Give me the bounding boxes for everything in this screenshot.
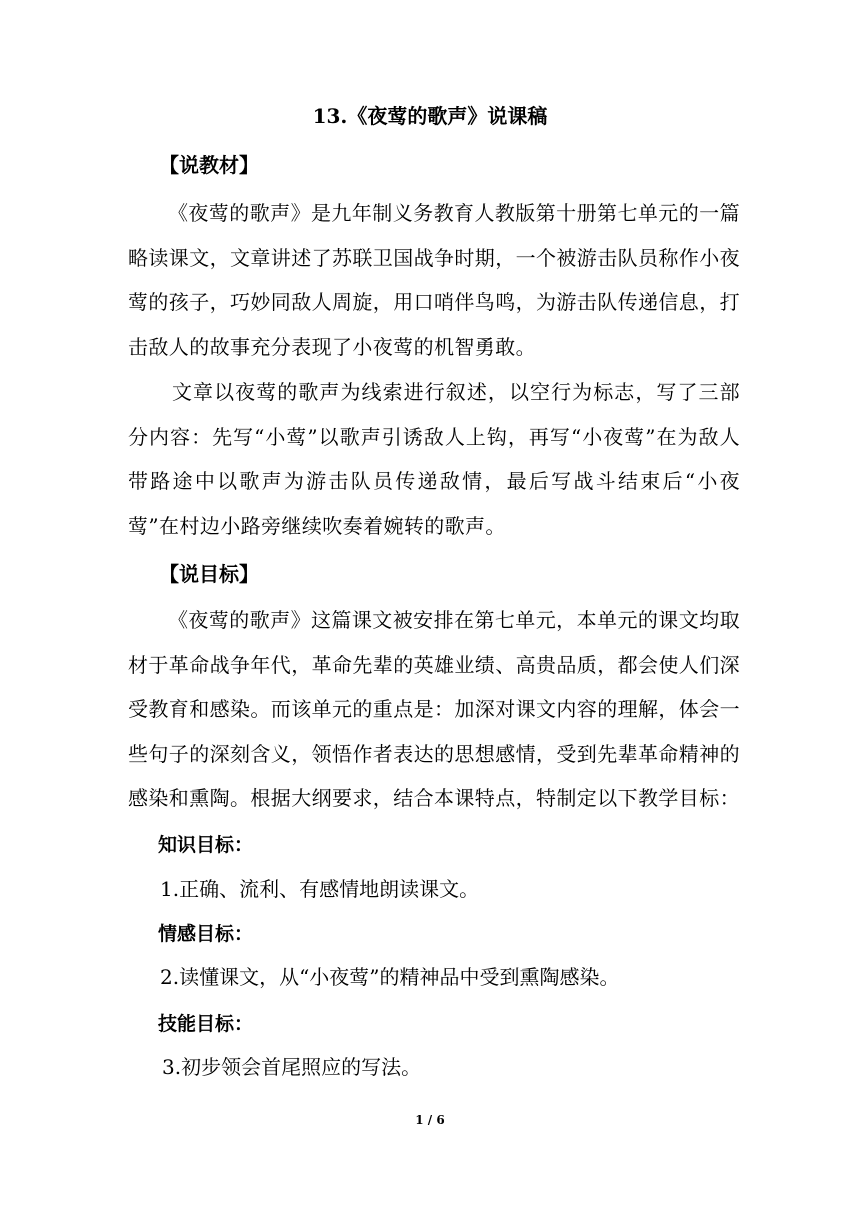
material-paragraph-1: 《夜莺的歌声》是九年制义务教育人教版第十册第七单元的一篇略读课文，文章讲述了苏联卫国战争时期，一个被游击队员称作小夜莺的孩子，巧妙同敌人周旋，用口哨伴鸟鸣，为游击队传递信息，打击敌人的故事充分表现了小夜莺的机智勇敢。 [128, 201, 740, 359]
page-number: 1 / 6 [415, 1113, 445, 1127]
document-title: 13.《夜莺的歌声》说课稿 [312, 104, 548, 128]
emotion-goal-label: 情感目标： [158, 923, 254, 945]
section-heading-goals: 【说目标】 [159, 562, 259, 586]
knowledge-goal-item: 1.正确、流利、有感情地朗读课文。 [160, 877, 480, 901]
skill-goal-label: 技能目标： [158, 1013, 254, 1035]
goals-paragraph: 《夜莺的歌声》这篇课文被安排在第七单元，本单元的课文均取材于革命战争年代，革命先辈的英雄业绩、高贵品质，都会使人们深受教育和感染。而该单元的重点是：加深对课文内容的理解，体会一些句子的深刻含义，领悟作者表达的思想感情，受到先辈革命精神的感染和熏陶。根据大纲要求，结合本课特点，特制定以下教学目标： [128, 608, 740, 810]
knowledge-goal-label: 知识目标： [158, 834, 254, 856]
material-paragraph-2: 文章以夜莺的歌声为线索进行叙述，以空行为标志，写了三部分内容：先写“小莺”以歌声引诱敌人上钩，再写“小夜莺”在为敌人带路途中以歌声为游击队员传递敌情，最后写战斗结束后“小夜莺”在村边小路旁继续吹奏着婉转的歌声。 [128, 380, 740, 538]
skill-goal-item: 3.初步领会首尾照应的写法。 [162, 1055, 422, 1079]
section-heading-material: 【说教材】 [159, 153, 259, 177]
emotion-goal-item: 2.读懂课文，从“小夜莺”的精神品中受到熏陶感染。 [160, 965, 620, 989]
